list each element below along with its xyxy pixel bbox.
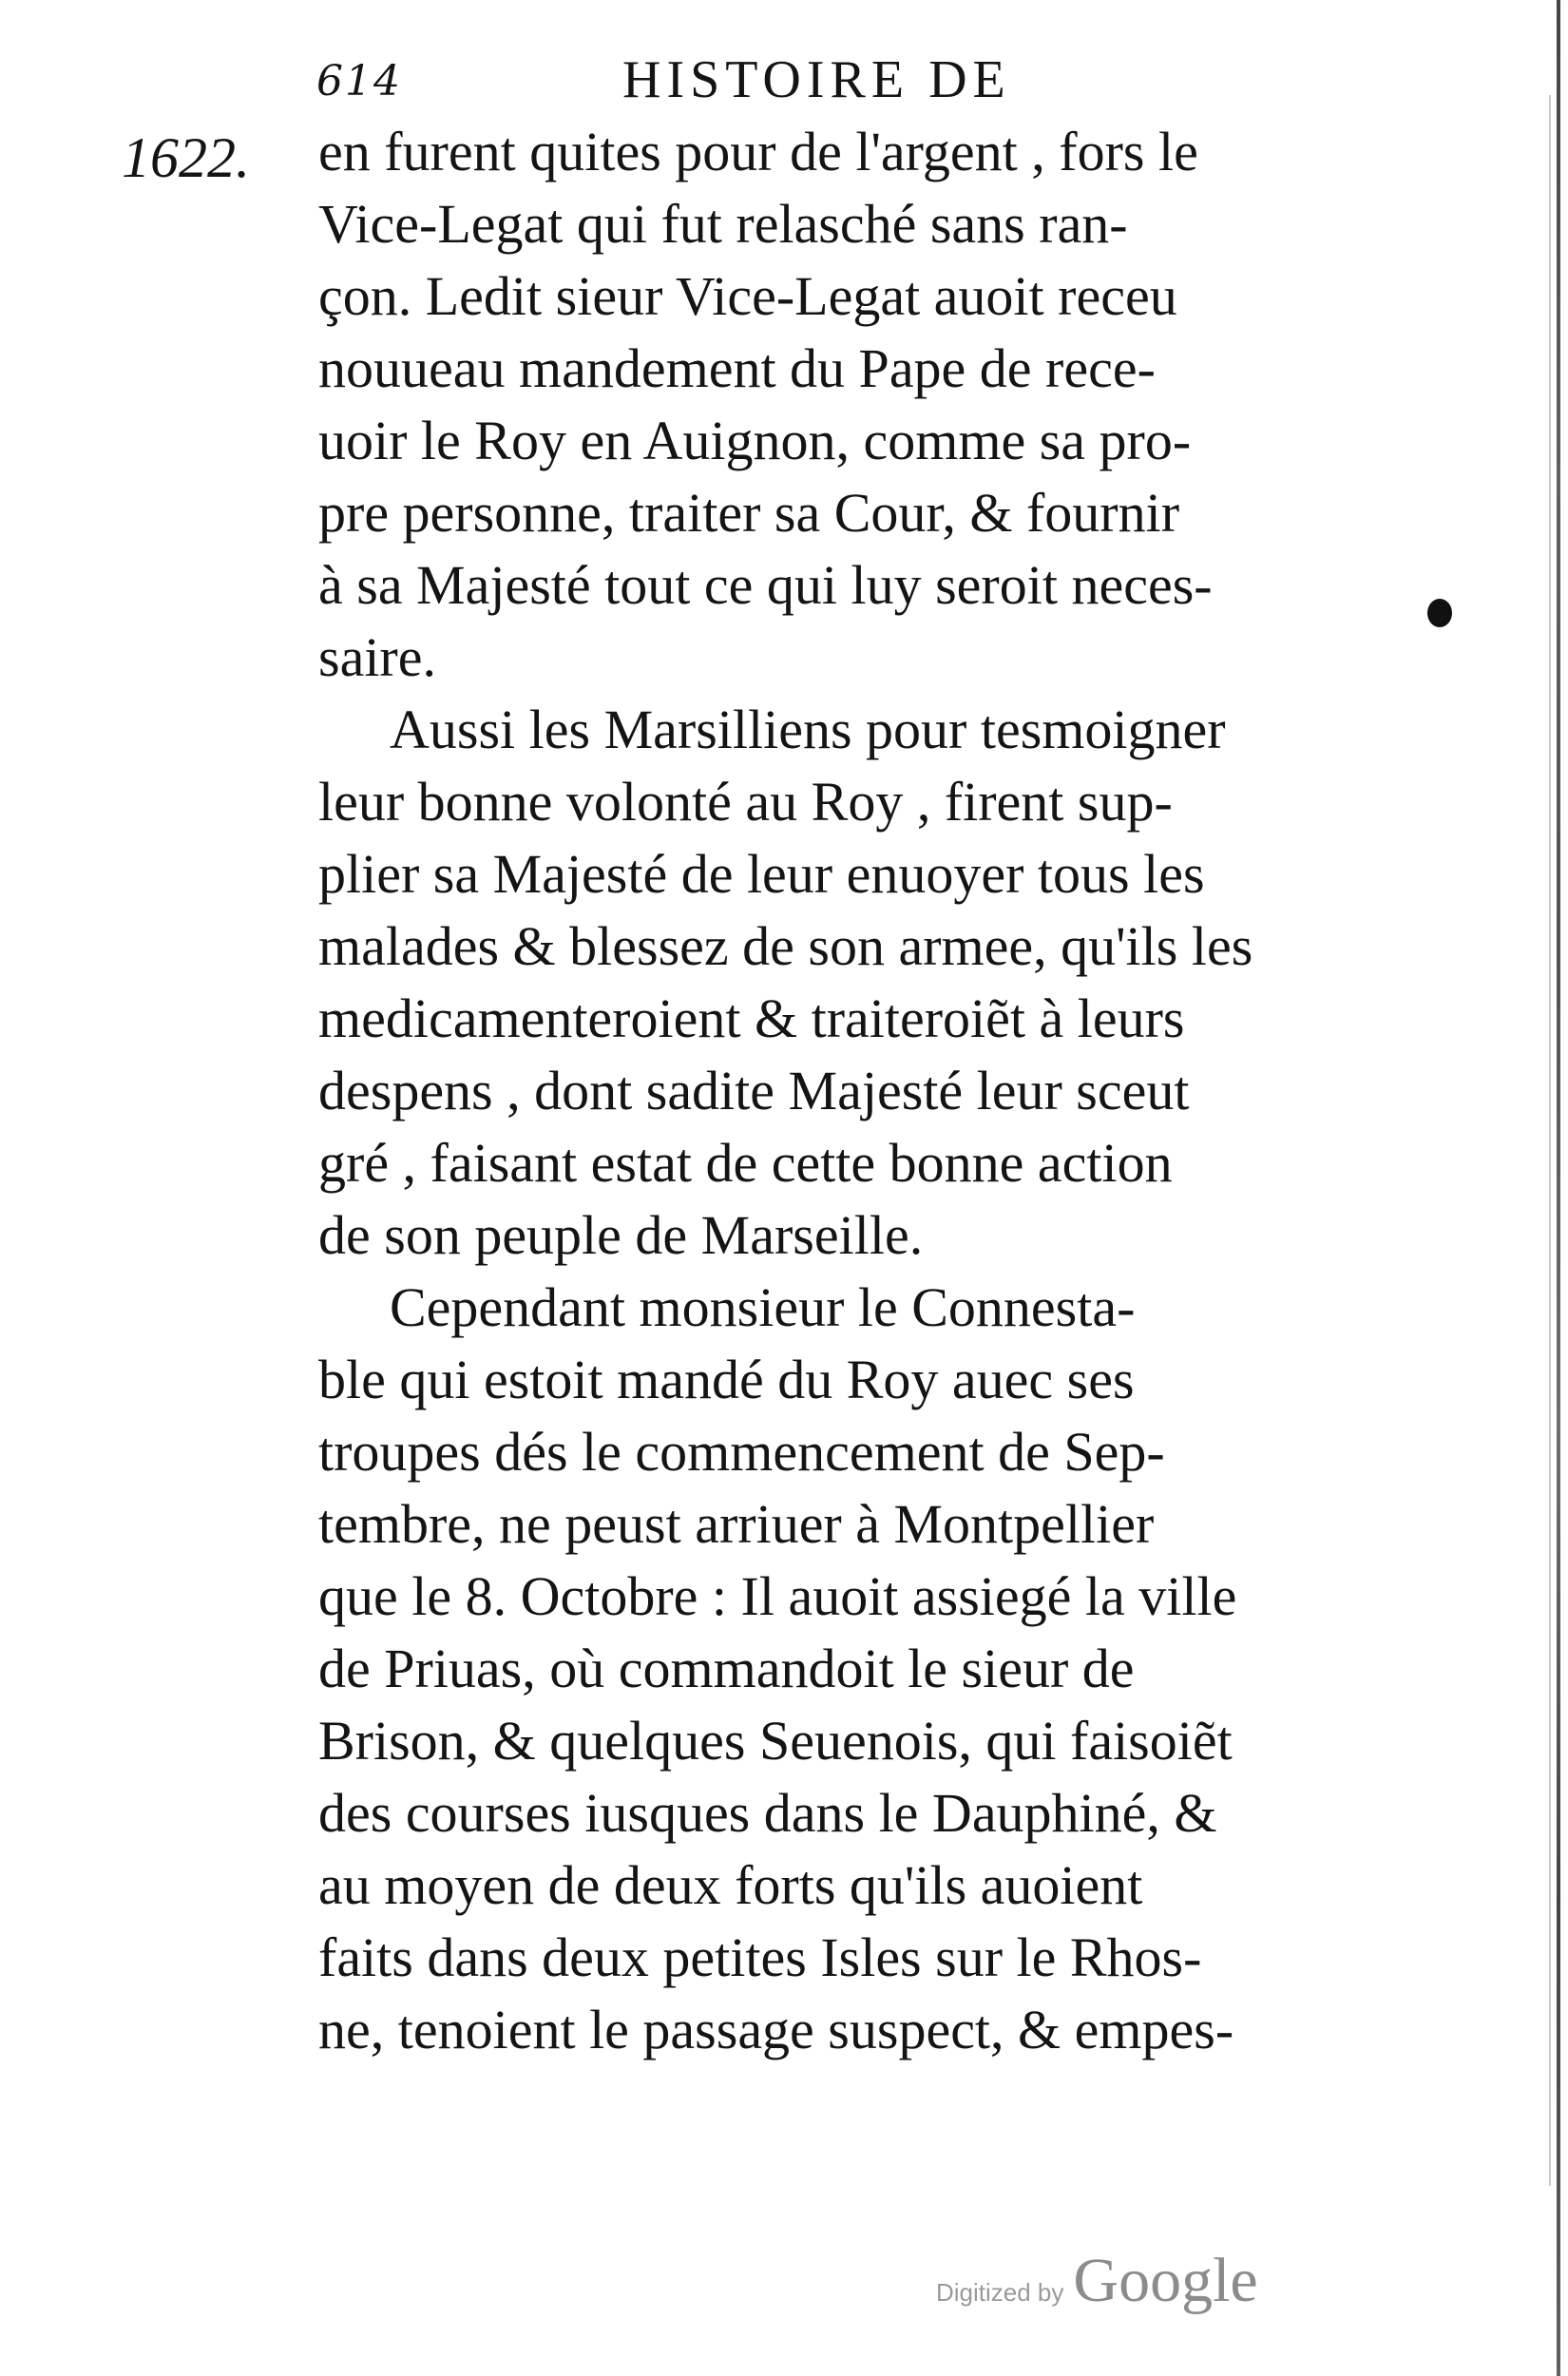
margin-year-note: 1622. <box>122 126 250 189</box>
text-line: tembre, ne peust arriuer à Montpellier <box>318 1493 1155 1555</box>
text-line: gré , faisant estat de cette bonne action <box>318 1132 1173 1194</box>
page-edge-shadow <box>1557 0 1560 2376</box>
text-line: malades & blessez de son armee, qu'ils les <box>318 915 1253 977</box>
ink-blot <box>1427 599 1452 627</box>
text-line: çon. Ledit sieur Vice-Legat auoit receu <box>318 265 1177 327</box>
text-line: leur bonne volonté au Roy , firent sup- <box>318 771 1173 833</box>
digitization-watermark <box>936 2245 1258 2317</box>
text-line: au moyen de deux forts qu'ils auoient <box>318 1854 1143 1916</box>
text-line: despens , dont sadite Majesté leur sceut <box>318 1060 1190 1121</box>
text-line: de Priuas, où commandoit le sieur de <box>318 1638 1135 1699</box>
page-number: 614 <box>316 57 402 105</box>
page-edge-line <box>1549 95 1551 2186</box>
text-line: ble qui estoit mandé du Roy auec ses <box>318 1349 1135 1410</box>
text-line: de son peuple de Marseille. <box>318 1204 924 1266</box>
text-line: pre personne, traiter sa Cour, & fournir <box>318 482 1180 544</box>
watermark-prefix: Digitized by <box>936 2278 1064 2307</box>
text-line: Aussi les Marsilliens pour tesmoigner <box>390 699 1226 760</box>
running-head: HISTOIRE DE <box>622 50 1011 109</box>
text-line: nouueau mandement du Pape de rece- <box>318 337 1156 399</box>
text-line: faits dans deux petites Isles sur le Rhos- <box>318 1926 1202 1988</box>
text-line: medicamenteroient & traiteroiẽt à leurs <box>318 987 1185 1049</box>
text-line: troupes dés le commencement de Sep- <box>318 1421 1165 1483</box>
text-line: Cependant monsieur le Connesta- <box>390 1276 1136 1338</box>
text-line: des courses iusques dans le Dauphiné, & <box>318 1782 1217 1844</box>
watermark-brand: Google <box>1073 2246 1258 2315</box>
text-line: saire. <box>318 626 436 688</box>
text-line: uoir le Roy en Auignon, comme sa pro- <box>318 410 1192 471</box>
text-line: Brison, & quelques Seuenois, qui faisoiẽt <box>318 1710 1233 1772</box>
text-line: en furent quites pour de l'argent , fors le <box>318 121 1198 182</box>
text-line: plier sa Majesté de leur enuoyer tous les <box>318 843 1205 905</box>
text-line: à sa Majesté tout ce qui luy seroit neces- <box>318 554 1213 616</box>
text-line: Vice-Legat qui fut relasché sans ran- <box>318 193 1128 255</box>
body-text <box>318 116 1364 2066</box>
text-line: que le 8. Octobre : Il auoit assiegé la ville <box>318 1565 1237 1627</box>
text-line: ne, tenoient le passage suspect, & empes- <box>318 1999 1234 2060</box>
